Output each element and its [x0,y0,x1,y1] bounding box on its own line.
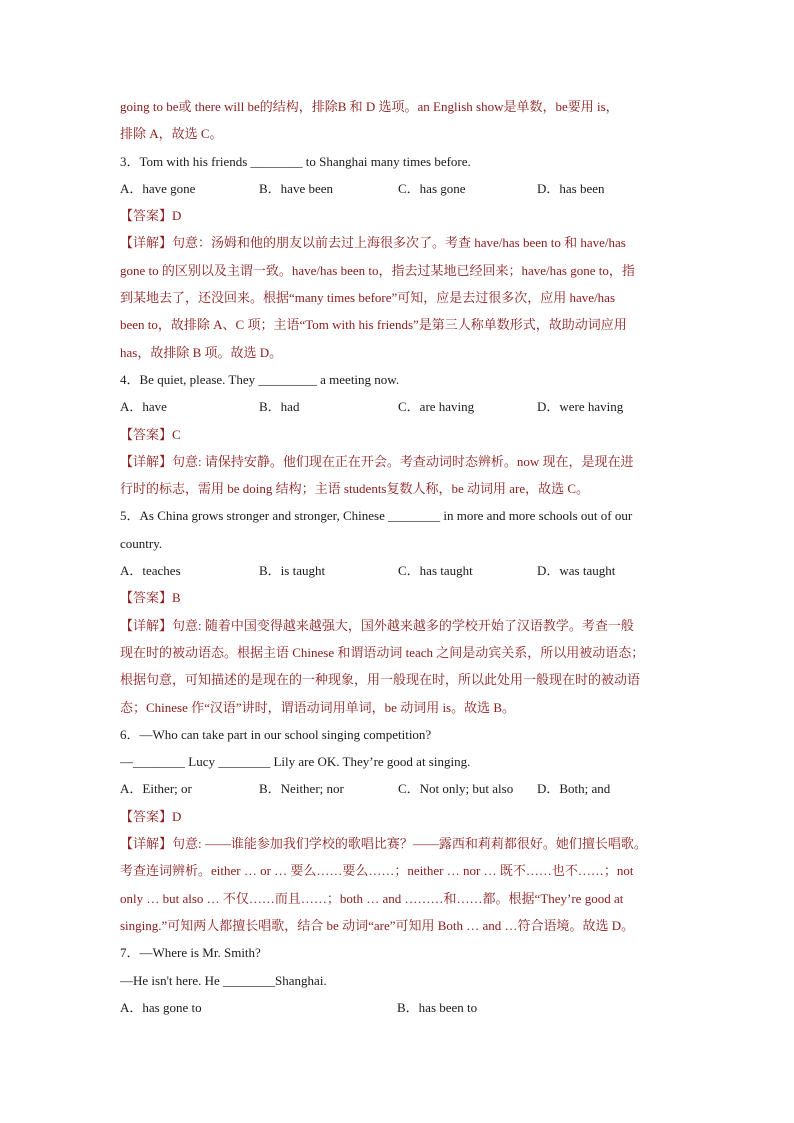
question-line: 7．—Where is Mr. Smith? [120,945,261,961]
answer-options [120,775,680,802]
option-0: A．teaches [120,563,181,579]
option-0: A．Either; or [120,781,192,797]
explanation-line: been to，故排除 A、C 项；主语“Tom with his friends”是第三人称单数形式，故助动词应用 [120,317,627,333]
option-1: B．Neither; nor [259,781,344,797]
explanation-line: 【详解】句意: 随着中国变得越来越强大，国外越来越多的学校开始了汉语教学。考查一般 [120,617,634,633]
explanation-line: has，故排除 B 项。故选 D。 [120,344,283,360]
explanation-line: singing.”可知两人都擅长唱歌，结合 be 动词“are”可知用 Both … and …符合语境。故选 D。 [120,917,635,933]
option-2: C．has gone [398,180,466,196]
question-line: 6．—Who can take part in our school singing competition? [120,726,432,742]
question-line: 3．Tom with his friends ________ to Shanghai many times before. [120,153,471,169]
option-3: D．Both; and [537,781,611,797]
explanation-line: 【详解】句意: ——谁能参加我们学校的歌唱比赛？——露西和莉莉都很好。她们擅长唱歌。 [120,836,647,852]
option-3: D．were having [537,399,624,415]
option-1: B．is taught [259,563,326,579]
explanation-line: 行时的标志，需用 be doing 结构；主语 students复数人称，be 动词用 are，故选 C。 [120,481,590,497]
document-page [120,93,680,1021]
answer-options [120,994,680,1021]
question-line: country. [120,535,163,551]
option-3: D．was taught [537,563,616,579]
option-0: A．has gone to [120,999,202,1015]
answer-line: 【答案】B [120,590,181,606]
question-line: —________ Lucy ________ Lily are OK. They’re good at singing. [120,754,471,770]
option-2: C．has taught [398,563,473,579]
explanation-line: only … but also … 不仅……而且……；both … and ………和……都。根据“They’re good at [120,890,624,906]
option-0: A．have [120,399,167,415]
explanation-line: 到某地去了，还没回来。根据“many times before”可知，应是去过很多次，应用 have/has [120,290,616,306]
explanation-line: 现在时的被动语态。根据主语 Chinese 和谓语动词 teach 之间是动宾关系，所以用被动语态； [120,644,645,660]
answer-line: 【答案】C [120,426,181,442]
answer-options [120,557,680,584]
option-1: B．have been [259,180,334,196]
explanation-line: going to be或 there will be的结构，排除B 和 D 选项。an English show是单数，be要用 is， [120,99,619,114]
option-1: B．had [259,399,300,415]
question-line: 4．Be quiet, please. They _________ a meeting now. [120,371,400,387]
explanation-line: 根据句意，可知描述的是现在的一种现象，用一般现在时，所以此处用一般现在时的被动语 [120,672,641,688]
question-line: —He isn't here. He ________Shanghai. [120,972,327,988]
option-1: B．has been to [397,999,478,1015]
answer-line: 【答案】D [120,208,182,224]
explanation-line: 态；Chinese 作“汉语”讲时，谓语动词用单词，be 动词用 is。故选 B。 [120,699,516,715]
answer-line: 【答案】D [120,808,182,824]
option-0: A．have gone [120,180,196,196]
option-3: D．has been [537,180,605,196]
explanation-line: 【详解】句意: 请保持安静。他们现在正在开会。考查动词时态辨析。now 现在，是现在进 [120,453,634,469]
explanation-line: 排除 A，故选 C。 [120,126,223,142]
answer-options [120,175,680,202]
option-2: C．Not only; but also [398,781,514,797]
explanation-line: 【详解】句意：汤姆和他的朋友以前去过上海很多次了。考查 have/has been to 和 have/has [120,235,626,251]
option-2: C．are having [398,399,475,415]
question-line: 5．As China grows stronger and stronger, Chinese ________ in more and more schools out of our [120,508,633,524]
explanation-line: gone to 的区别以及主谓一致。have/has been to，指去过某地已经回来；have/has gone to，指 [120,262,635,278]
explanation-line: 考查连词辨析。either … or … 要么……要么……；neither … nor … 既不……也不……；not [120,863,634,879]
answer-options [120,393,680,420]
